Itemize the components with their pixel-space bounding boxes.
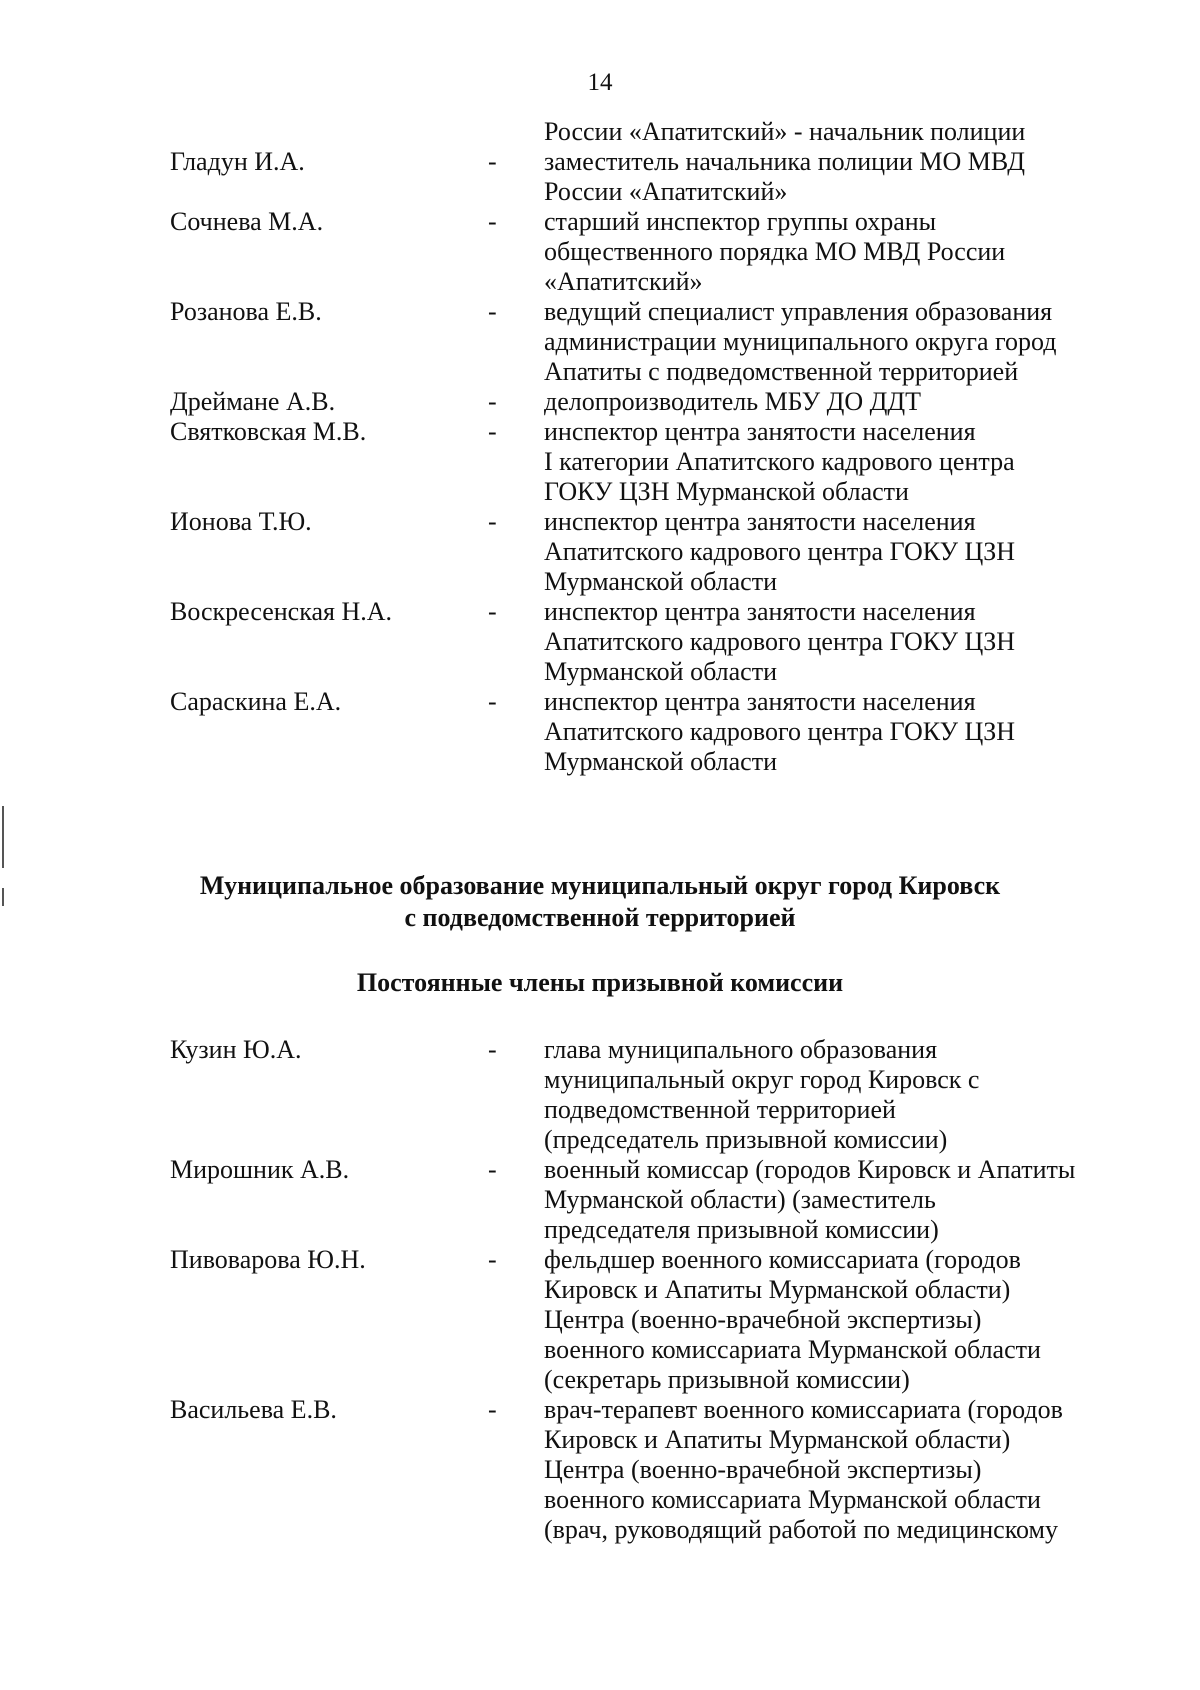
entry-description: инспектор центра занятости населения <box>544 687 976 716</box>
list-item <box>0 597 1200 687</box>
entry-dash: - <box>488 147 497 176</box>
entry-description: глава муниципального образования <box>544 1035 938 1064</box>
entry-description: Мурманской области) (заместитель <box>544 1185 936 1214</box>
municipality-heading-line1: Муниципальное образование муниципальный округ город Кировск <box>199 871 1001 900</box>
entry-description: инспектор центра занятости населения <box>544 597 976 626</box>
entry-description: инспектор центра занятости населения <box>544 507 976 536</box>
entry-description: ведущий специалист управления образования <box>544 297 1053 326</box>
entry-dash: - <box>488 687 497 716</box>
municipality-heading-line2: с подведомственной территорией <box>404 903 796 932</box>
entry-description: Мурманской области <box>544 567 777 596</box>
entry-description: (председатель призывной комиссии) <box>544 1125 948 1154</box>
entry-description: Апатитского кадрового центра ГОКУ ЦЗН <box>544 717 1016 746</box>
entry-description: заместитель начальника полиции МО МВД <box>544 147 1025 176</box>
members-list-apatity <box>0 117 1200 777</box>
entry-description: I категории Апатитского кадрового центра <box>544 447 1015 476</box>
entry-description: фельдшер военного комиссариата (городов <box>544 1245 1021 1274</box>
entry-name: Мирошник А.В. <box>170 1155 350 1184</box>
entry-description: инспектор центра занятости населения <box>544 417 976 446</box>
entry-name: Васильева Е.В. <box>170 1395 337 1424</box>
list-item <box>0 387 1200 417</box>
entry-description: «Апатитский» <box>544 267 703 296</box>
entry-dash: - <box>488 1245 497 1274</box>
list-item <box>0 417 1200 507</box>
entry-description: делопроизводитель МБУ ДО ДДТ <box>544 387 921 416</box>
members-list-kirovsk <box>0 1035 1200 1545</box>
entry-description: муниципальный округ город Кировск с <box>544 1065 980 1094</box>
entry-description: общественного порядка МО МВД России <box>544 237 1006 266</box>
entry-name: Гладун И.А. <box>170 147 305 176</box>
entry-name: Сараскина Е.А. <box>170 687 342 716</box>
entry-description: Кировск и Апатиты Мурманской области) <box>544 1275 1011 1304</box>
entry-dash: - <box>488 597 497 626</box>
entry-description: России «Апатитский» - начальник полиции <box>544 117 1026 146</box>
list-item <box>0 1035 1200 1155</box>
entry-dash: - <box>488 507 497 536</box>
entry-description: Апатитского кадрового центра ГОКУ ЦЗН <box>544 627 1016 656</box>
entry-description: старший инспектор группы охраны <box>544 207 937 236</box>
entry-name: Розанова Е.В. <box>170 297 322 326</box>
entry-description: военного комиссариата Мурманской области <box>544 1485 1041 1514</box>
scan-margin-mark <box>2 806 4 868</box>
entry-description: Мурманской области <box>544 657 777 686</box>
entry-description: Мурманской области <box>544 747 777 776</box>
entry-dash: - <box>488 1395 497 1424</box>
entry-dash: - <box>488 207 497 236</box>
entry-dash: - <box>488 1155 497 1184</box>
entry-description: ГОКУ ЦЗН Мурманской области <box>544 477 909 506</box>
municipality-heading <box>0 870 1200 934</box>
entry-dash: - <box>488 1035 497 1064</box>
entry-description: (секретарь призывной комиссии) <box>544 1365 910 1394</box>
entry-name: Ионова Т.Ю. <box>170 507 312 536</box>
list-item <box>0 297 1200 387</box>
entry-description: председателя призывной комиссии) <box>544 1215 939 1244</box>
entry-name: Святковская М.В. <box>170 417 367 446</box>
entry-description: подведомственной территорией <box>544 1095 896 1124</box>
page-number: 14 <box>587 69 613 96</box>
list-item <box>0 1155 1200 1245</box>
entry-description: Центра (военно-врачебной экспертизы) <box>544 1305 982 1334</box>
list-item <box>0 147 1200 207</box>
list-item <box>0 1395 1200 1545</box>
entry-description: (врач, руководящий работой по медицинскому <box>544 1515 1058 1544</box>
list-item <box>0 207 1200 297</box>
entry-dash: - <box>488 387 497 416</box>
entry-name: Дреймане А.В. <box>170 387 336 416</box>
entry-description: Апатитского кадрового центра ГОКУ ЦЗН <box>544 537 1016 566</box>
entry-name: Сочнева М.А. <box>170 207 324 236</box>
list-item <box>0 1245 1200 1395</box>
entry-description: Апатиты с подведомственной территорией <box>544 357 1019 386</box>
list-item <box>0 687 1200 777</box>
entry-description: администрации муниципального округа город <box>544 327 1057 356</box>
entry-description: Центра (военно-врачебной экспертизы) <box>544 1455 982 1484</box>
entry-description: врач-терапевт военного комиссариата (городов <box>544 1395 1063 1424</box>
entry-dash: - <box>488 417 497 446</box>
members-heading: Постоянные члены призывной комиссии <box>356 968 844 997</box>
list-item <box>0 507 1200 597</box>
entry-name: Пивоварова Ю.Н. <box>170 1245 366 1274</box>
entry-name: Кузин Ю.А. <box>170 1035 302 1064</box>
entry-description: Кировск и Апатиты Мурманской области) <box>544 1425 1011 1454</box>
entry-description: военный комиссар (городов Кировск и Апатиты <box>544 1155 1076 1184</box>
entry-name: Воскресенская Н.А. <box>170 597 392 626</box>
entry-dash: - <box>488 297 497 326</box>
list-item <box>0 117 1200 147</box>
entry-description: России «Апатитский» <box>544 177 788 206</box>
entry-description: военного комиссариата Мурманской области <box>544 1335 1041 1364</box>
